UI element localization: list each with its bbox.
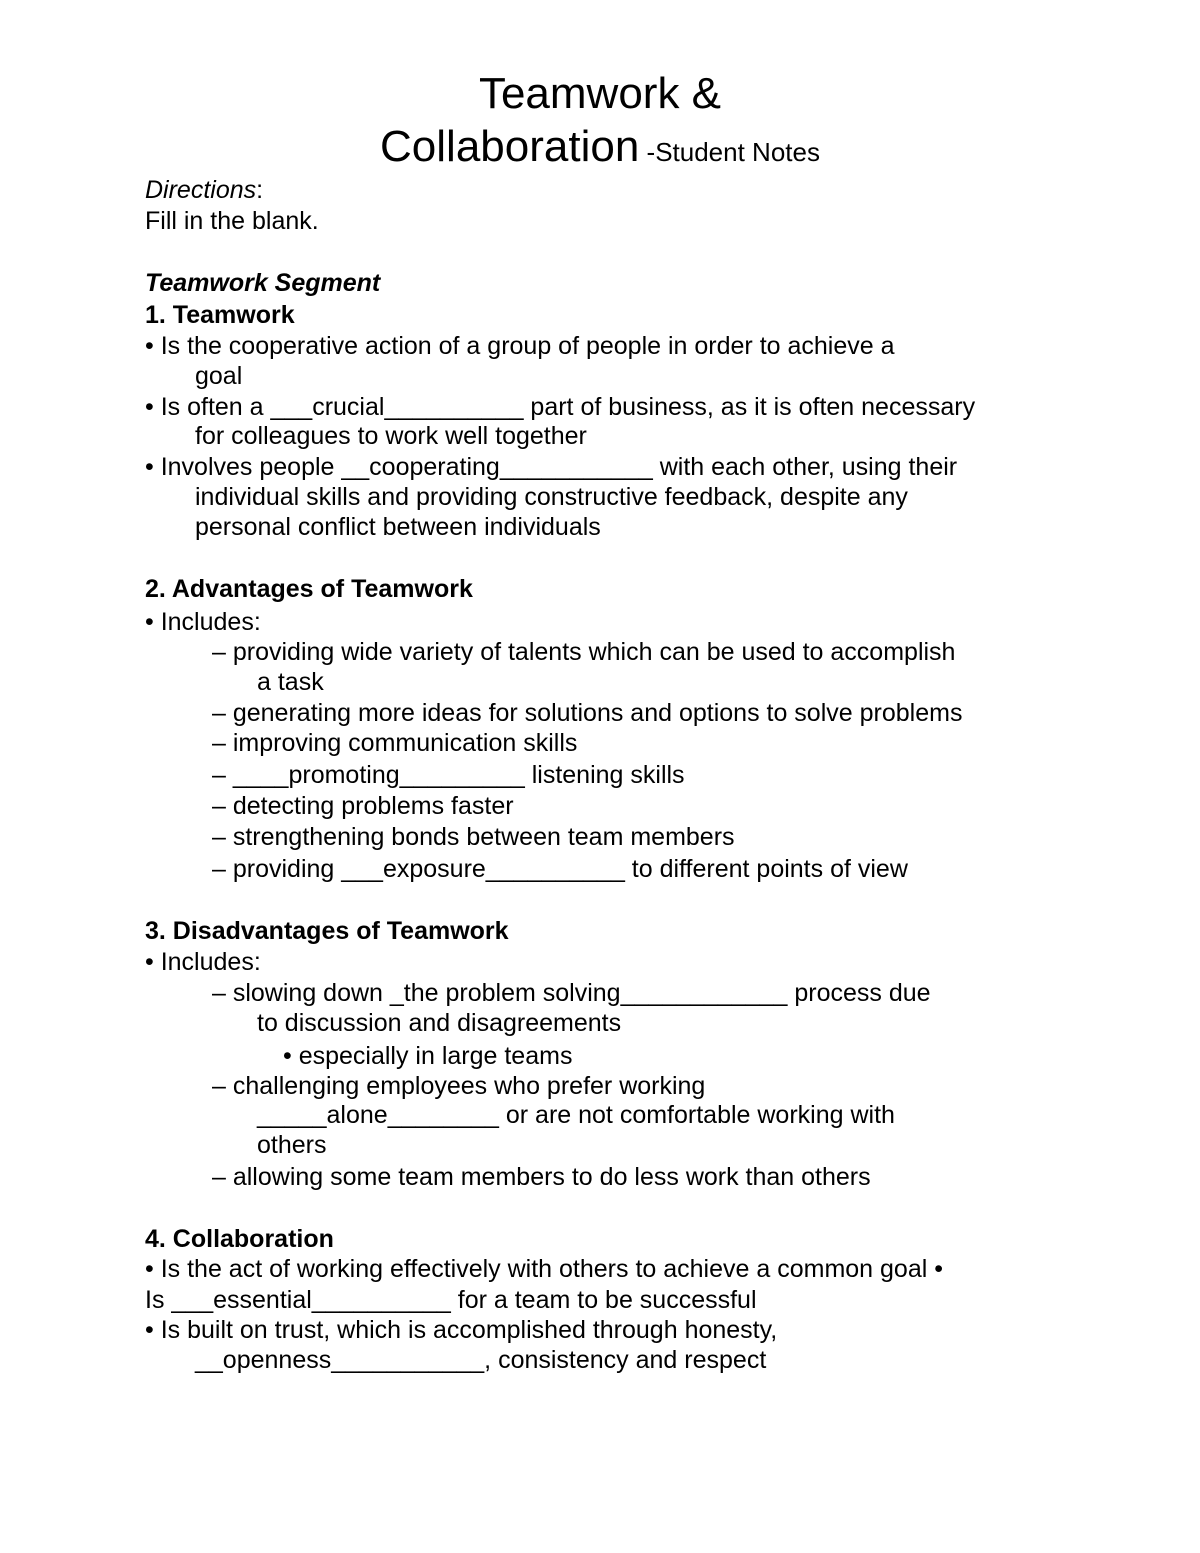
section-3-line: • Includes: [145,948,261,976]
section-3-line: others [257,1131,327,1159]
directions-label: Directions [145,176,257,204]
section-2-heading: 2. Advantages of Teamwork [145,575,473,603]
section-4-line: • Is the act of working effectively with others to achieve a common goal • [145,1255,943,1283]
section-4-heading: 4. Collaboration [145,1225,334,1253]
title-main: Collaboration [380,122,640,171]
title-line-2 [0,121,1200,178]
section-2-line: – generating more ideas for solutions and options to solve problems [212,699,963,727]
section-1-line: for colleagues to work well together [195,422,587,450]
section-4-line: Is ___essential__________ for a team to be successful [145,1286,757,1314]
section-1-line: • Involves people __cooperating___________ with each other, using their [145,453,958,481]
section-2-line: • Includes: [145,608,261,636]
section-2-line: a task [257,668,324,696]
section-1-line: personal conflict between individuals [195,513,601,541]
section-2-line: – improving communication skills [212,729,578,757]
section-1-line: individual skills and providing constructive feedback, despite any [195,483,908,511]
section-2-line: – providing wide variety of talents which can be used to accomplish [212,638,956,666]
section-2-line: – strengthening bonds between team members [212,823,735,851]
section-1-line: • Is often a ___crucial__________ part of business, as it is often necessary [145,393,976,421]
section-2-line: – detecting problems faster [212,792,514,820]
section-1-line: • Is the cooperative action of a group of people in order to achieve a [145,332,895,360]
directions-colon: : [256,176,264,204]
title-subtitle: -Student Notes [639,137,820,167]
section-4-line: • Is built on trust, which is accomplished through honesty, [145,1316,778,1344]
section-2-line: – providing ___exposure__________ to different points of view [212,855,908,883]
section-1-heading: 1. Teamwork [145,301,295,329]
section-3-line: – challenging employees who prefer working [212,1072,706,1100]
section-3-line: – allowing some team members to do less work than others [212,1163,871,1191]
section-3-line: • especially in large teams [283,1042,573,1070]
section-3-line: – slowing down _the problem solving____________ process due [212,979,931,1007]
section-3-line: to discussion and disagreements [257,1009,622,1037]
section-3-heading: 3. Disadvantages of Teamwork [145,917,509,945]
section-3-line: _____alone________ or are not comfortable working with [257,1101,895,1129]
section-1-line: goal [195,362,243,390]
directions-label-line [145,175,263,205]
segment-heading: Teamwork Segment [145,269,381,297]
directions-text: Fill in the blank. [145,207,319,235]
section-4-line: __openness___________, consistency and respect [195,1346,767,1374]
title-line-1: Teamwork & [478,69,722,118]
section-2-line: – ____promoting_________ listening skills [212,761,685,789]
